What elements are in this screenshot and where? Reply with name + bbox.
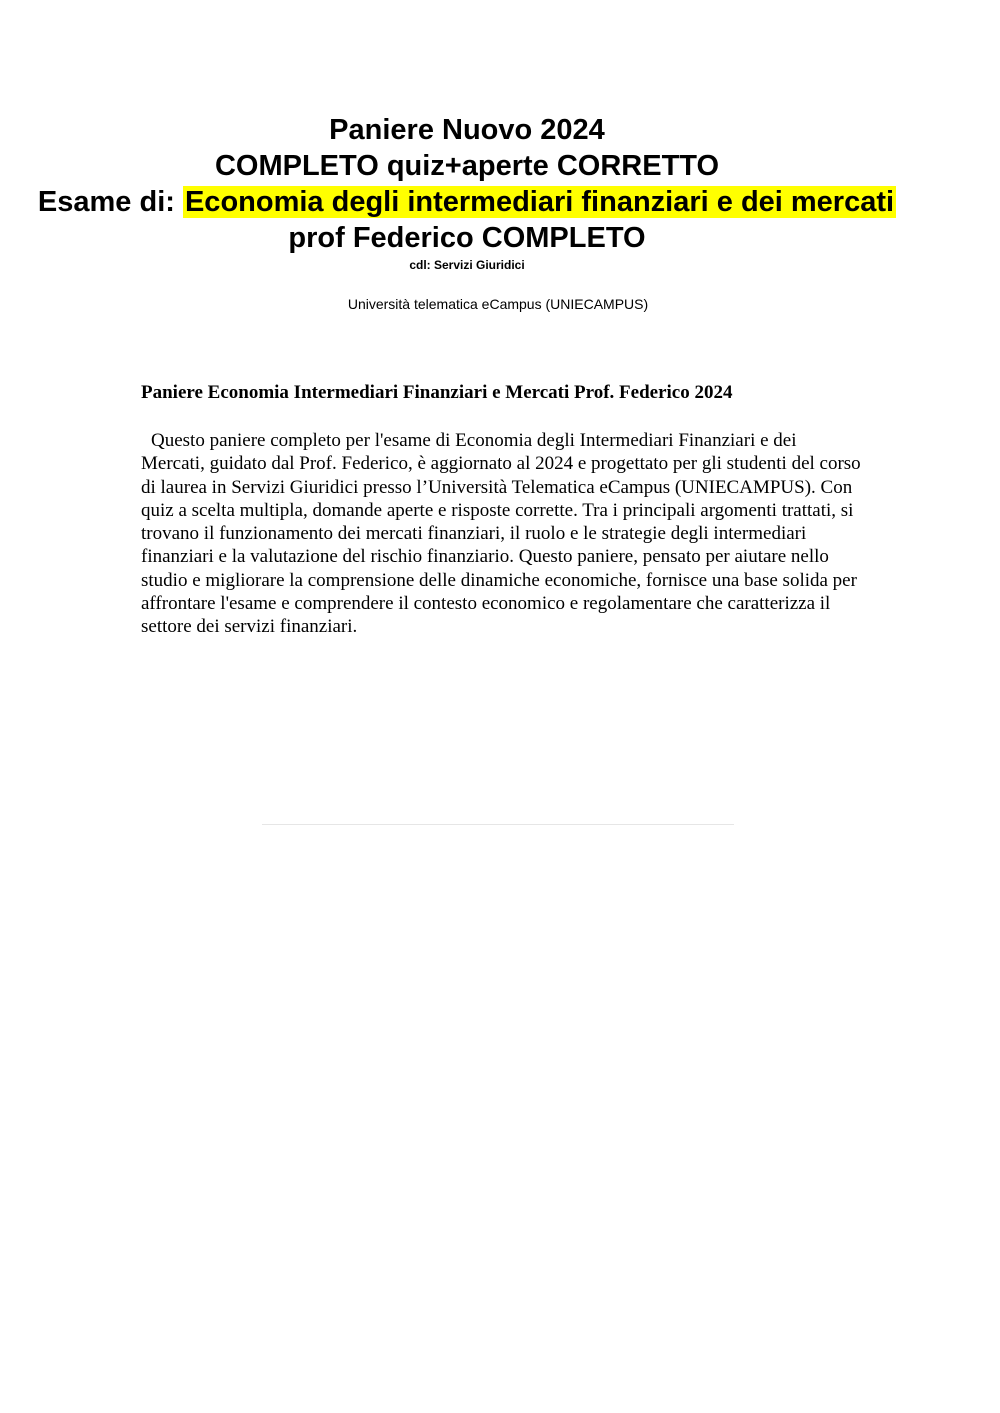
- title-line-4: prof Federico COMPLETO: [288, 222, 646, 254]
- document-header: [0, 112, 934, 273]
- title-line-2: COMPLETO quiz+aperte CORRETTO: [214, 150, 720, 182]
- title-line-1: Paniere Nuovo 2024: [329, 114, 605, 146]
- exam-label: Esame di:: [37, 186, 175, 218]
- document-body: [141, 381, 861, 639]
- divider: [262, 824, 734, 825]
- degree-course: cdl: Servizi Giuridici: [409, 258, 525, 272]
- description-paragraph: Questo paniere completo per l'esame di Economia degli Intermediari Finanziari e dei Mercati, guidato dal Prof. Federico, è aggiornato al 2024 e progettato per gli studenti del corso di laurea in Servizi Giuridici presso l’Università Telematica eCampus (UNIECAMPUS). Con quiz a scelta multipla, domande aperte e risposte corrette. Tra i principali argomenti trattati, si trovano il funzionamento dei mercati finanziari, il ruolo e le strategie degli intermediari finanziari e la valutazione del rischio finanziario. Questo paniere, pensato per aiutare nello studio e migliorare la comprensione delle dinamiche economiche, fornisce una base solida per affrontare l'esame e comprendere il contesto economico e regolamentare che caratterizza il settore dei servizi finanziari.: [141, 430, 861, 638]
- university-name: Università telematica eCampus (UNIECAMPUS): [347, 296, 649, 312]
- title-line-3: [0, 184, 934, 220]
- exam-name-highlight: Economia degli intermediari finanziari e dei mercati: [184, 186, 895, 218]
- section-title: Paniere Economia Intermediari Finanziari e Mercati Prof. Federico 2024: [141, 382, 733, 403]
